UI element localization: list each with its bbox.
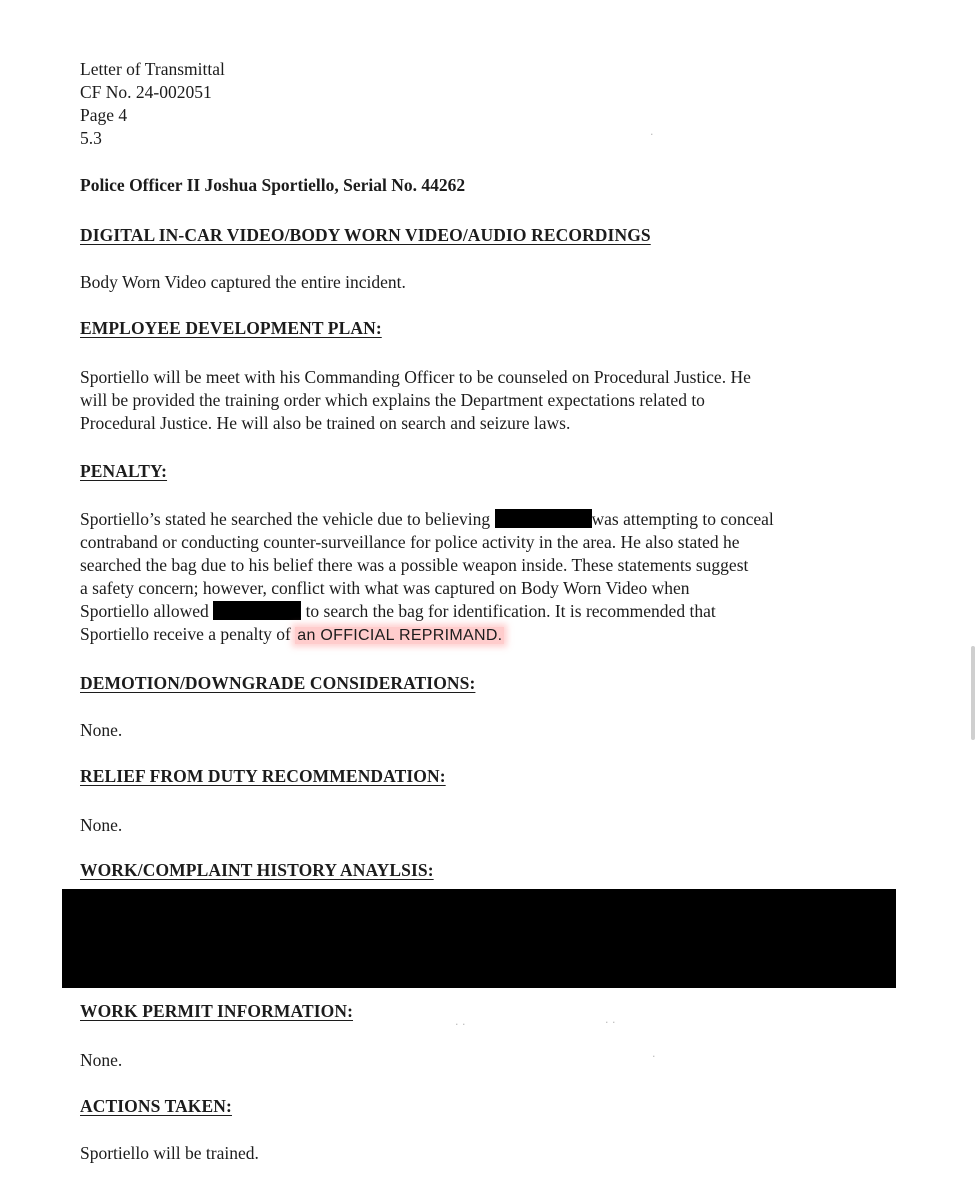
letter-header [80,58,225,150]
penalty-text: Sportiello receive a penalty of [80,624,296,644]
redaction-bar [495,509,592,528]
scan-speck: · [652,1050,656,1063]
penalty-line: searched the bag due to his belief there was a possible weapon inside. These statements suggest [80,555,749,575]
permit-text: None. [80,1050,123,1070]
penalty-line [80,600,774,623]
cf-number: CF No. 24-002051 [80,82,212,102]
scan-speck: · · [605,1016,616,1029]
penalty-text: was attempting to conceal [591,509,774,529]
demotion-heading: DEMOTION/DOWNGRADE CONSIDERATIONS: [80,673,476,693]
page-number: Page 4 [80,105,128,125]
actions-heading: ACTIONS TAKEN: [80,1096,232,1116]
section-number: 5.3 [80,128,102,148]
relief-text: None. [80,815,123,835]
development-line: Sportiello will be meet with his Commanding Officer to be counseled on Procedural Justice. He [80,367,751,387]
development-paragraph [80,366,751,435]
penalty-line [80,508,774,531]
development-line: Procedural Justice. He will also be trained on search and seizure laws. [80,413,571,433]
redaction-block [62,889,896,988]
demotion-text: None. [80,720,123,740]
video-heading: DIGITAL IN-CAR VIDEO/BODY WORN VIDEO/AUDIO RECORDINGS [80,225,651,245]
redaction-bar [213,601,301,620]
penalty-paragraph [80,508,774,647]
officer-name: Police Officer II Joshua Sportiello, Serial No. 44262 [80,175,466,195]
penalty-line: contraband or conducting counter-surveillance for police activity in the area. He also stated he [80,532,740,552]
penalty-text: Sportiello’s stated he searched the vehicle due to believing [80,509,495,529]
development-heading: EMPLOYEE DEVELOPMENT PLAN: [80,318,382,338]
permit-heading: WORK PERMIT INFORMATION: [80,1001,354,1021]
penalty-line [80,623,774,647]
scan-speck: · · [455,1018,466,1031]
penalty-line: a safety concern; however, conflict with what was captured on Body Worn Video when [80,578,690,598]
history-heading: WORK/COMPLAINT HISTORY ANAYLSIS: [80,860,434,880]
penalty-heading: PENALTY: [80,461,168,481]
scan-speck: · [650,128,654,141]
highlighted-penalty: an OFFICIAL REPRIMAND. [297,627,503,644]
penalty-text: to search the bag for identification. It is recommended that [301,601,716,621]
video-text: Body Worn Video captured the entire incident. [80,272,406,292]
actions-text: Sportiello will be trained. [80,1143,259,1163]
scrollbar-thumb[interactable] [971,646,975,740]
letter-title: Letter of Transmittal [80,59,225,79]
relief-heading: RELIEF FROM DUTY RECOMMENDATION: [80,766,446,786]
development-line: will be provided the training order which explains the Department expectations related to [80,390,705,410]
penalty-text: Sportiello allowed [80,601,214,621]
